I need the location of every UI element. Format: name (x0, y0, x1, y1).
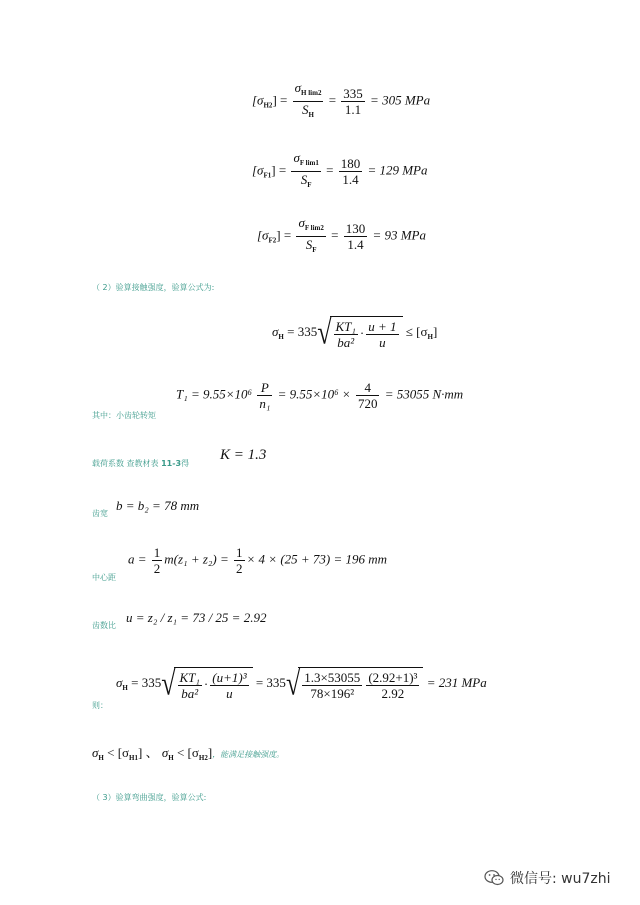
eq10-radicand-1: $\frac{\text{KT₁}}{\text{ba²}}$ · $\frac{\text{(u+1)³}}{u}$ (174, 667, 253, 701)
eq5-mid: = 9.55×10⁶ × (277, 386, 351, 402)
eq4-f2-den: u (379, 335, 386, 350)
pinion-torque-label: 其中：小齿轮转矩 (92, 411, 156, 420)
eq10-f1-num: KT₁ (179, 670, 200, 685)
eq3-num2: 130 (345, 221, 366, 236)
eq1-lhs-close: ] = (272, 92, 288, 108)
eq3-den: S (305, 237, 313, 252)
eq3-num: σ (298, 215, 305, 230)
eq10-f4-den: 2.92 (381, 686, 405, 701)
eq10-lhs-sub: H (122, 683, 128, 692)
eq1-result: = 305 MPa (370, 92, 431, 108)
eq2-den2: 1.4 (342, 172, 359, 187)
allowable-bending-stress-1-equation: $[\sigma_{F1}]$ = $\frac{\sigma_{F lim1}}{S_F}$ = $\frac{180}{1.4}$ = 129 MPa (252, 150, 428, 193)
concl-e-sub: H2 (198, 754, 208, 762)
load-factor-suffix: 得 (181, 459, 190, 468)
eq1-den-sub: H (308, 111, 314, 119)
eq2-num: σ (293, 150, 300, 165)
concl-c: ] 、 (138, 745, 159, 760)
eq4-eq: = 335 (287, 323, 318, 339)
center-distance-label: 中心距 (92, 573, 116, 582)
eq2-lhs-close: ] = (271, 162, 287, 178)
eq4-rhs-close: ] (432, 323, 438, 339)
radical-sign-icon: √ (285, 664, 301, 703)
eq8-f2-den: 2 (236, 561, 243, 576)
eq10-eq2: = 335 (255, 674, 286, 690)
concl-e: < [σ (176, 745, 199, 760)
radical-sign-icon: √ (317, 313, 332, 352)
eq5-f2-num: 4 (356, 380, 380, 396)
eq10-lhs: σ (116, 674, 123, 690)
eq2-lhs-sub: F1 (263, 171, 272, 180)
eq3-lhs-close: ] = (276, 227, 292, 243)
eq10-eq: = 335 (131, 674, 162, 690)
load-factor-text: 载荷系数 查教材表 (92, 459, 159, 468)
eq1-num-sub: H lim2 (301, 89, 322, 97)
eq5-f1-den: n₁ (259, 396, 271, 411)
contact-strength-conclusion (92, 742, 284, 762)
eq4-rhs-sub: H (427, 332, 433, 341)
pinion-torque-equation (176, 380, 463, 411)
eq3-result: = 93 MPa (372, 227, 426, 243)
eq10-f2-num: (u+1)³ (212, 670, 247, 685)
section-3-heading: （ 3）验算弯曲强度，验算公式: (92, 793, 207, 802)
section-2-heading: （ 2）验算接触强度，验算公式为: (92, 283, 215, 292)
eq8-result: × 4 × (25 + 73) = 196 mm (246, 551, 388, 567)
eq10-result: = 231 MPa (426, 674, 487, 690)
concl-b-sub: H1 (129, 754, 138, 762)
eq4-rhs: ≤ [σ (405, 323, 428, 339)
eq2-num2: 180 (340, 156, 361, 171)
eq5-f2-den: 720 (357, 396, 378, 411)
center-distance-equation (128, 545, 387, 576)
concl-a-sub: H (98, 754, 104, 762)
eq1-num2: 335 (343, 86, 363, 101)
eq5-result: = 53055 N·mm (384, 386, 464, 402)
then-label: 则： (92, 701, 108, 710)
eq4-dot: · (359, 325, 365, 341)
face-width-label: 齿宽 (92, 509, 108, 518)
eq2-result: = 129 MPa (367, 162, 428, 178)
eq2-den: S (300, 172, 308, 187)
eq2-num-sub: F lim1 (299, 159, 319, 167)
eq1-lhs: [σ (252, 92, 264, 108)
eq8-f1-num: 1 (153, 545, 161, 560)
eq8-f1-den: 2 (153, 561, 161, 576)
concl-f: ] (207, 745, 213, 760)
eq3-fraction-numeric (344, 221, 368, 252)
face-width-equation: b = b₂ = 78 mm (116, 498, 200, 513)
concl-text: ，能满足接触强度。 (212, 750, 285, 759)
watermark-text: 微信号: wu7zhi (510, 871, 611, 887)
wechat-icon (484, 869, 504, 887)
eq1-den: S (302, 102, 309, 117)
eq10-f3-num: 1.3×53055 (304, 670, 361, 685)
eq4-f1-den: ba² (337, 335, 355, 350)
eq1-num: σ (294, 80, 302, 95)
eq10-radicand-2 (298, 667, 423, 701)
eq2-lhs: [σ (252, 162, 264, 178)
load-factor-table-ref: 11-3 (161, 459, 182, 468)
eq2-fraction-numeric (339, 156, 363, 187)
eq1-lhs-sub: H2 (263, 101, 273, 110)
eq1-den2: 1.1 (344, 102, 362, 117)
eq4-f2-num: u + 1 (368, 319, 397, 334)
eq1-fraction-numeric (341, 86, 365, 117)
allowable-contact-stress-2-equation: $[\sigma_{H2}]$ = $\frac{\sigma_{H lim2}}{S_H}$ = $\frac{335}{1.1}$ = 305 MPa (252, 80, 430, 123)
eq3-fraction-symbolic (296, 215, 325, 258)
eq4-f1-num: KT₁ (335, 319, 356, 334)
eq5-lhs: T₁ = 9.55×10⁶ (176, 386, 253, 402)
eq10-f2-den: u (226, 686, 233, 701)
concl-a: σ (92, 745, 99, 760)
contact-strength-formula (272, 313, 438, 352)
eq5-f1-num: P (257, 380, 272, 396)
eq4-lhs: σ (272, 323, 279, 339)
eq3-den2: 1.4 (347, 237, 364, 252)
load-factor-label (92, 458, 189, 469)
eq4-lhs-sub: H (278, 332, 284, 341)
radical-sign-icon: √ (161, 664, 176, 703)
eq8-mid: m(z₁ + z₂) = (164, 551, 229, 567)
eq8-lhs: a = (128, 551, 147, 567)
eq10-f3-den: 78×196² (310, 686, 355, 701)
eq10-f4-num: (2.92+1)³ (368, 670, 418, 685)
eq8-f2-num: 1 (236, 545, 243, 560)
eq3-lhs-sub: F2 (268, 236, 277, 245)
eq4-radicand (330, 316, 403, 350)
wechat-watermark (484, 868, 611, 888)
contact-stress-result-equation (116, 664, 487, 703)
eq2-den-sub: F (307, 181, 312, 189)
eq10-f1-den: ba² (181, 686, 199, 701)
gear-ratio-equation: u = z₂ / z₁ = 73 / 25 = 2.92 (126, 610, 267, 625)
allowable-bending-stress-2-equation: $[\sigma_{F2}]$ = $\frac{\sigma_{F lim2}}{S_F}$ = $\frac{130}{1.4}$ = 93 MPa (257, 215, 426, 258)
gear-ratio-label: 齿数比 (92, 621, 116, 630)
eq1-fraction-symbolic (293, 80, 324, 123)
concl-d: σ (161, 745, 169, 760)
eq3-num-sub: F lim2 (304, 224, 324, 232)
eq3-den-sub: F (312, 246, 317, 254)
load-factor-equation: K = 1.3 (220, 447, 267, 463)
eq3-lhs: [σ (257, 227, 269, 243)
concl-d-sub: H (168, 754, 174, 762)
concl-b: < [σ (107, 745, 130, 760)
eq2-fraction-symbolic (291, 150, 320, 193)
